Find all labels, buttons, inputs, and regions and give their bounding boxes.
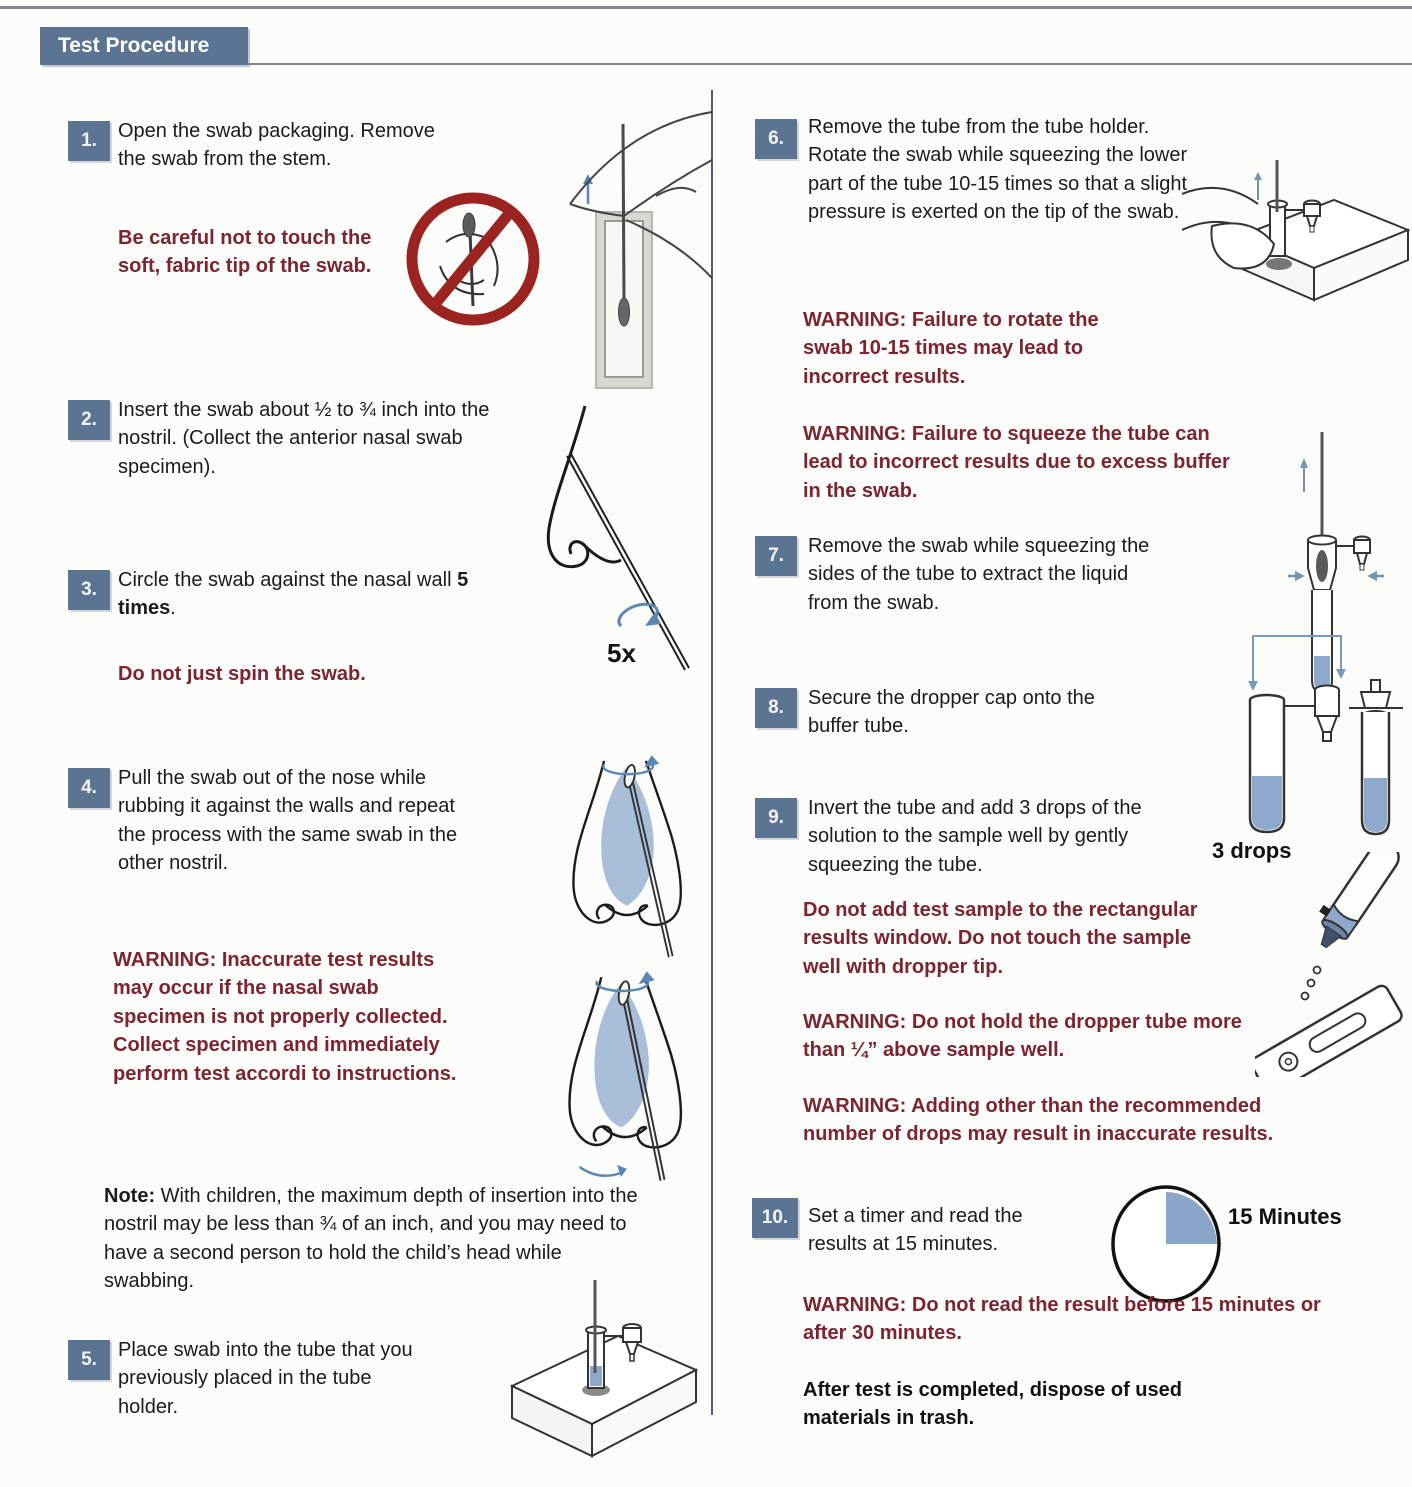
dropper-cap-tubes-icon [1243, 628, 1410, 850]
tube-holder-icon [500, 1278, 705, 1463]
step-9-warning-height: WARNING: Do not hold the dropper tube more than ¼” above sample well. [803, 1011, 1242, 1062]
step-8-text: Secure the dropper cap onto the buffer tube. [808, 687, 1095, 738]
step-7-number: 7. [755, 536, 797, 576]
nose-front-swab-icon [545, 752, 705, 966]
step-5-text: Place swab into the tube that you previously placed in the tube holder. [118, 1339, 413, 1418]
step-8-number: 8. [755, 688, 797, 728]
three-drops-label: 3 drops [1212, 838, 1292, 863]
step-4-number: 4. [68, 768, 110, 808]
hand-squeeze-tube-icon [1182, 160, 1410, 340]
step-9-number: 9. [755, 798, 797, 838]
step-1-number: 1. [68, 121, 110, 161]
fifteen-minutes-label: 15 Minutes [1228, 1204, 1342, 1229]
step-4-warning: WARNING: Inaccurate test results may occur if the nasal swab specimen is not properly collected. Collect specimen and immediately perform test accordi to instructions. [113, 949, 457, 1085]
step-9-caution: Do not add test sample to the rectangular results window. Do not touch the sample well with dropper tip. [803, 899, 1198, 978]
step-9-text: Invert the tube and add 3 drops of the solution to the sample well by gently squeezing the tube. [808, 797, 1142, 876]
step-6-number: 6. [755, 119, 797, 159]
step-2-number: 2. [68, 400, 110, 440]
step-9-warning-drops: WARNING: Adding other than the recommended number of drops may result in inaccurate results. [803, 1095, 1274, 1146]
step-5-number: 5. [68, 1340, 110, 1380]
step-1-text: Open the swab packaging. Remove the swab from the stem. [118, 120, 435, 171]
timer-icon [1107, 1183, 1225, 1305]
nose-front-swab-icon [540, 968, 706, 1190]
top-rule [0, 6, 1412, 9]
step-3-number: 3. [68, 570, 110, 610]
swab-package-icon [540, 100, 712, 395]
children-note-text: With children, the maximum depth of insertion into the nostril may be less than ¾ of an inch, and you may need to have a second person to hold the child’s head while swabbing. [104, 1185, 638, 1293]
step-6-text: Remove the tube from the tube holder. Rotate the swab while squeezing the lower part of the tube 10-15 times so that a slight pressure is exerted on the tip of the swab. [808, 116, 1188, 224]
step-10-text: Set a timer and read the results at 15 minutes. [808, 1205, 1023, 1256]
step-6-warning-squeeze: WARNING: Failure to squeeze the tube can lead to incorrect results due to excess buffer in the swab. [803, 423, 1230, 502]
rotate-5x-label: 5x [607, 638, 636, 668]
step-3-text-bold: 5 times [118, 569, 469, 620]
step-3-text [118, 566, 518, 623]
step-7-text: Remove the swab while squeezing the sides of the tube to extract the liquid from the swab. [808, 535, 1150, 614]
page-title: Test Procedure [40, 27, 248, 65]
step-6-warning-rotate: WARNING: Failure to rotate the swab 10-15 times may lead to incorrect results. [803, 309, 1099, 388]
step-4-text: Pull the swab out of the nose while rubbing it against the walls and repeat the process with the same swab in the other nostril. [118, 767, 458, 875]
step-3-caution: Do not just spin the swab. [118, 663, 366, 685]
step-3-text-main: Circle the swab against the nasal wall [118, 569, 458, 591]
no-touch-swab-icon [398, 180, 548, 338]
step-10-number: 10. [752, 1198, 798, 1238]
step-1-caution: Be careful not to touch the soft, fabric tip of the swab. [118, 227, 372, 278]
children-note-label: Note: [104, 1185, 156, 1207]
header-rule [248, 63, 1412, 65]
step-10-warning-time: WARNING: Do not read the result before 15 minutes or after 30 minutes. [803, 1294, 1321, 1345]
step-2-text: Insert the swab about ½ to ¾ inch into the nostril. (Collect the anterior nasal swab specimen). [118, 399, 490, 478]
step-3-text-end: . [170, 597, 176, 620]
dispose-instruction: After test is completed, dispose of used materials in trash. [803, 1379, 1182, 1430]
dropper-cassette-icon [1255, 852, 1412, 1077]
